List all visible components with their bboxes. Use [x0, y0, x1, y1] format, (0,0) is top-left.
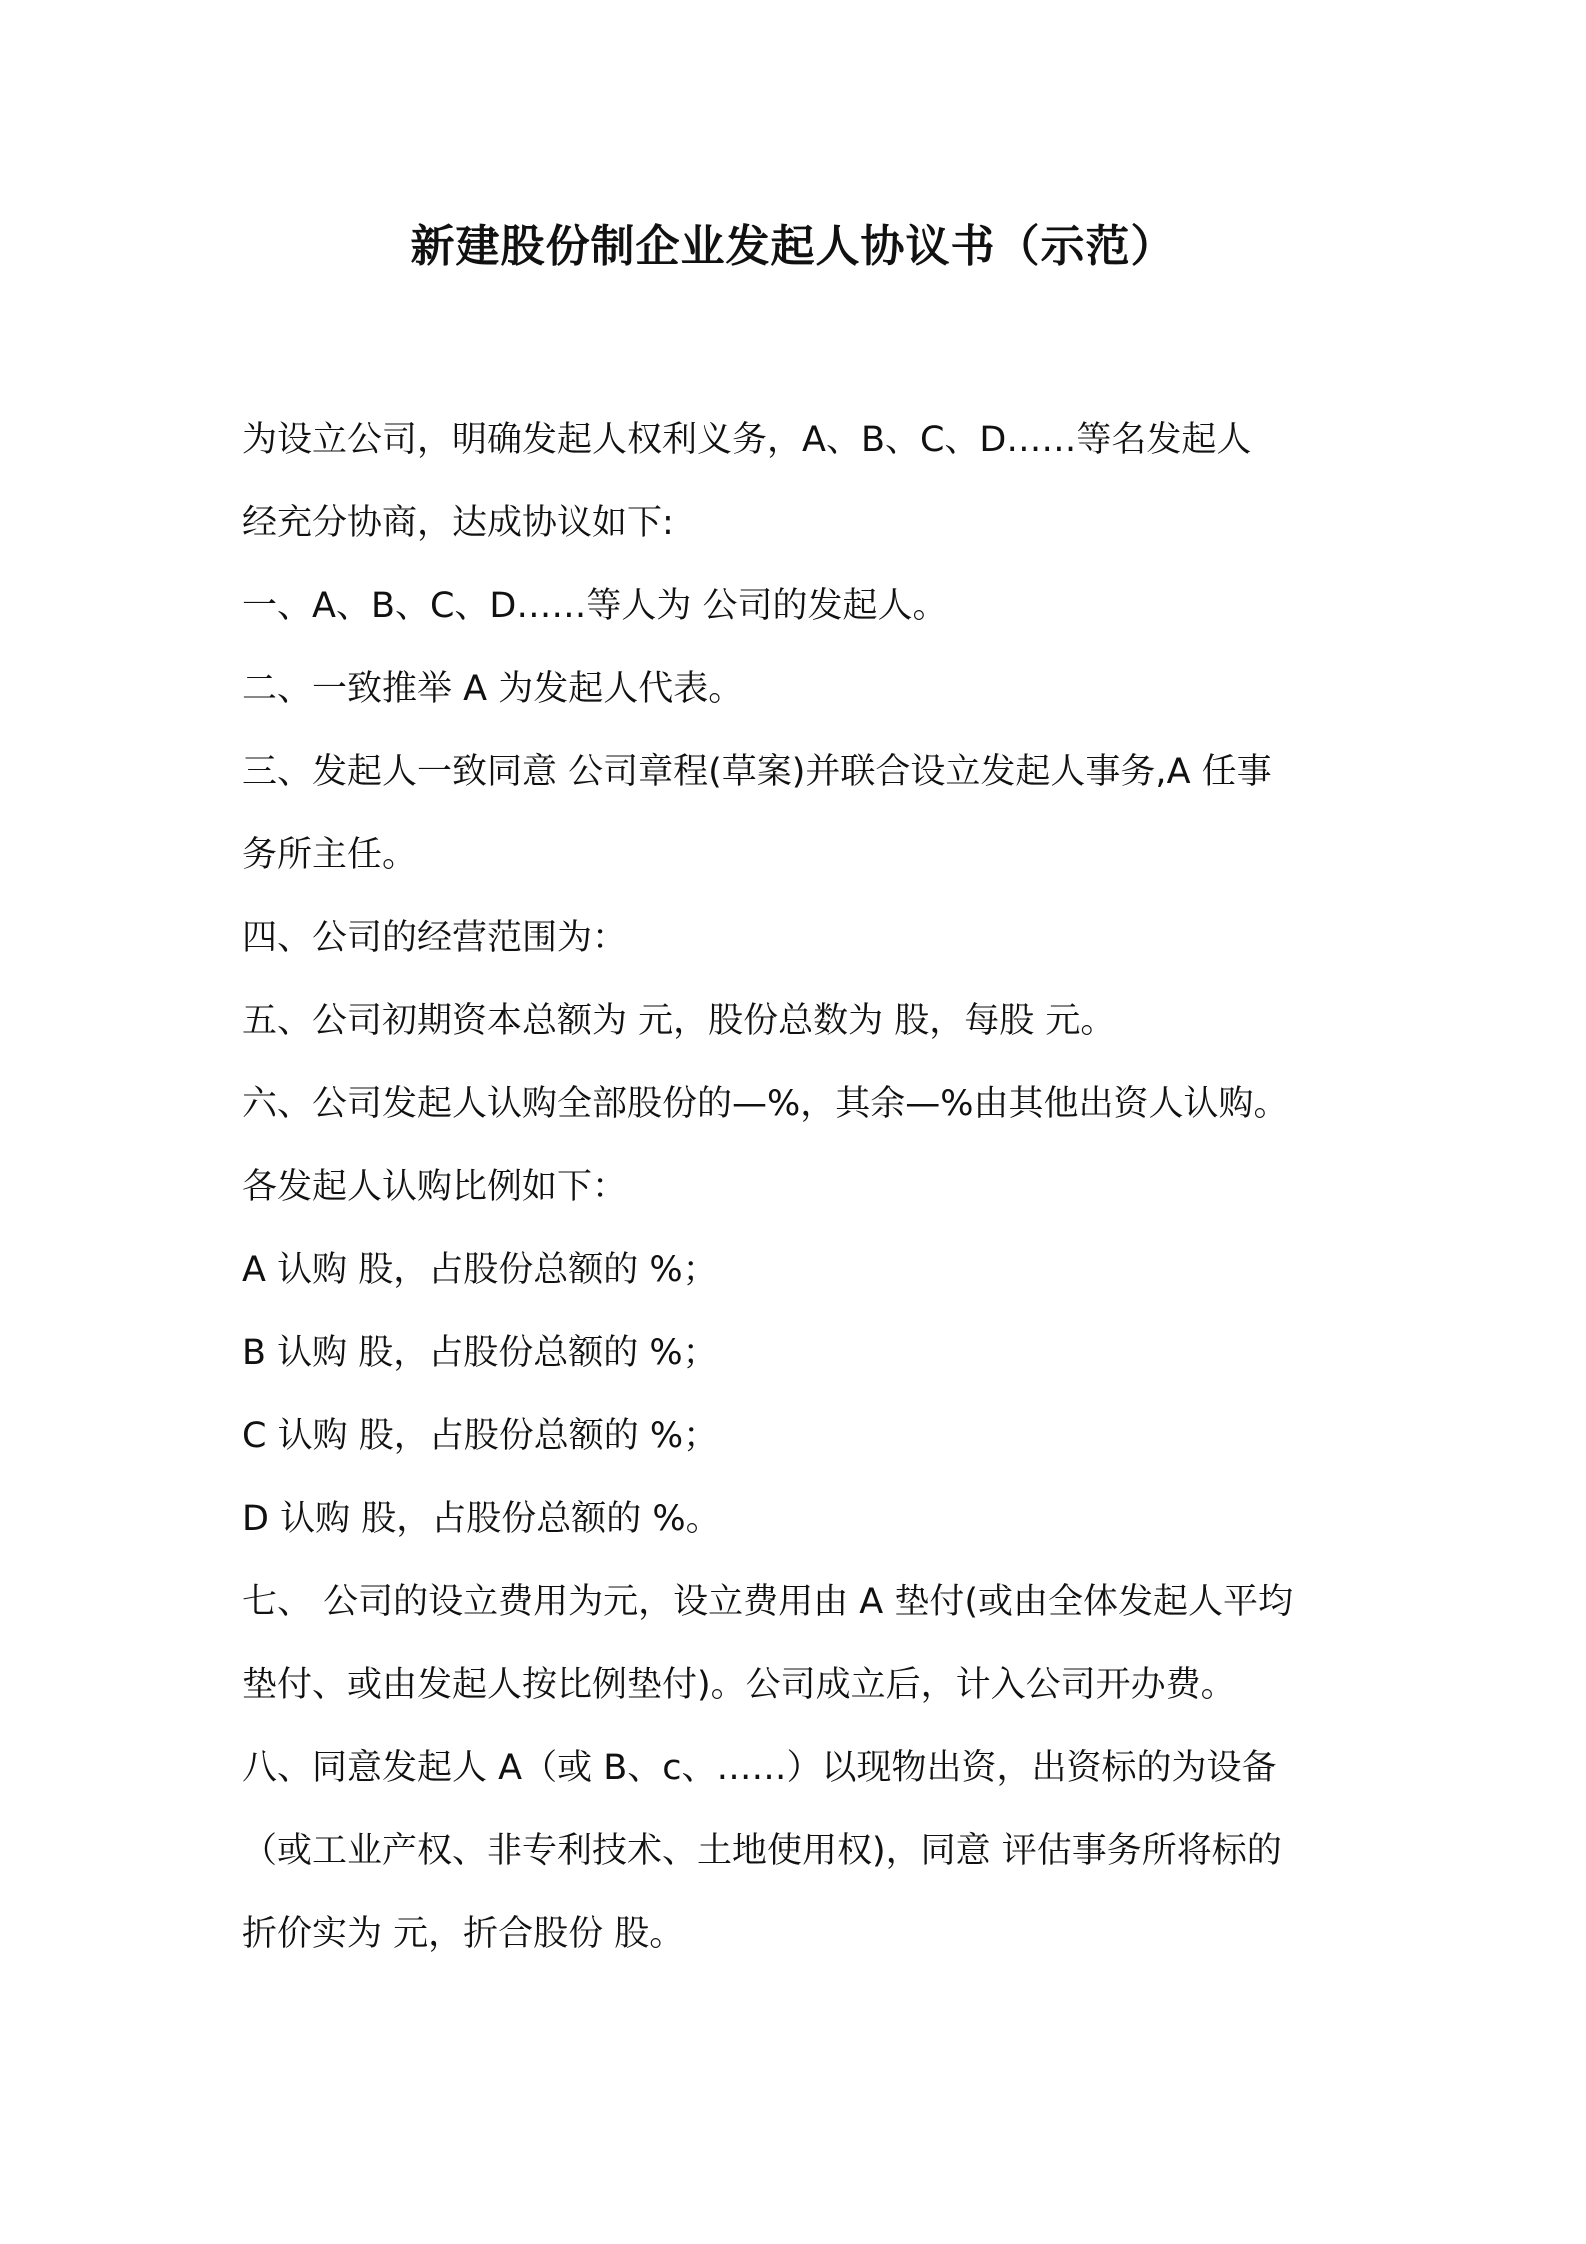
paragraph-line: 为设立公司，明确发起人权利义务，A、B、C、D……等名发起人 [242, 420, 1252, 460]
subscription-d: D 认购 股，占股份总额的 %。 [242, 1499, 721, 1539]
document-title: 新建股份制企业发起人协议书（示范） [410, 221, 1176, 272]
clause-7-continued: 垫付、或由发起人按比例垫付)。公司成立后，计入公司开办费。 [242, 1665, 1236, 1705]
clause-1: 一、A、B、C、D……等人为 公司的发起人。 [242, 586, 948, 626]
paragraph-line: 经充分协商，达成协议如下: [242, 503, 674, 543]
subscription-a: A 认购 股，占股份总额的 %； [242, 1250, 718, 1290]
subscription-c: C 认购 股，占股份总额的 %； [242, 1416, 719, 1456]
clause-8-continued: （或工业产权、非专利技术、土地使用权)，同意 评估事务所将标的 [242, 1831, 1282, 1871]
clause-7: 七、 公司的设立费用为元，设立费用由 A 垫付(或由全体发起人平均 [242, 1582, 1293, 1622]
clause-4: 四、公司的经营范围为： [242, 918, 628, 958]
clause-2: 二、一致推举 A 为发起人代表。 [242, 669, 744, 709]
clause-5: 五、公司初期资本总额为 元，股份总数为 股，每股 元。 [242, 1001, 1116, 1041]
subscription-heading: 各发起人认购比例如下： [242, 1167, 628, 1207]
subscription-b: B 认购 股，占股份总额的 %； [242, 1333, 718, 1373]
clause-8: 八、同意发起人 A（或 B、c、……）以现物出资，出资标的为设备 [242, 1748, 1277, 1788]
clause-3: 三、发起人一致同意 公司章程(草案)并联合设立发起人事务,A 任事 [242, 752, 1272, 792]
clause-6: 六、公司发起人认购全部股份的—%，其余—%由其他出资人认购。 [242, 1084, 1289, 1124]
clause-3-continued: 务所主任。 [242, 835, 418, 875]
clause-8-final: 折价实为 元，折合股份 股。 [242, 1914, 685, 1954]
